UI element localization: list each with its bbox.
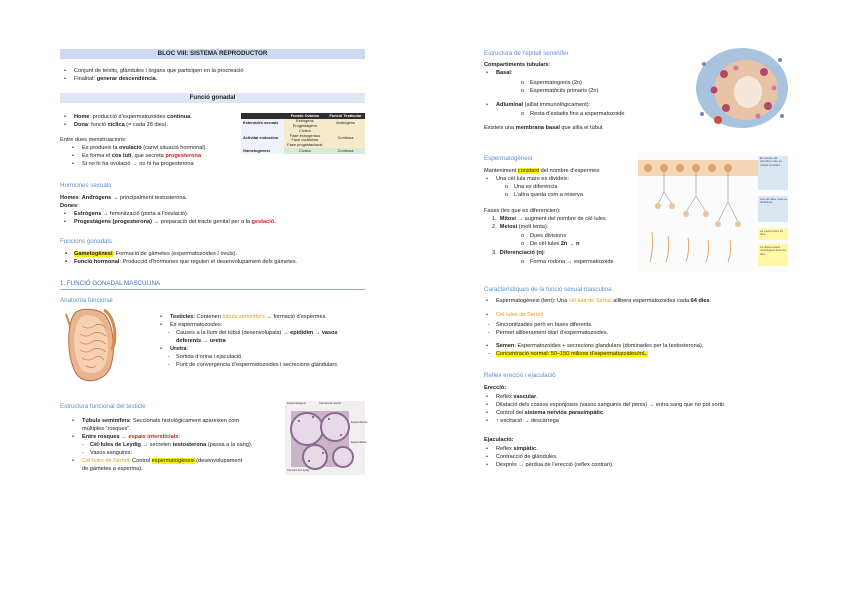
espermatozoides-item: • És espermatozoides: xyxy=(170,322,222,329)
erecio-item-1: • Reflex vascular. xyxy=(496,394,538,401)
diagram-label: La diferenciació morfològica dura 24 dies xyxy=(760,245,786,256)
basal-item: • Basal: xyxy=(496,70,513,77)
gametogenesi-item: ▪ Gametogènesi: Formació de gàmetes (espermatozoides / òvuls). xyxy=(74,251,237,258)
sertoli-item-cont: de gàmetes a esperma). xyxy=(82,466,143,472)
table-cell: Contínua xyxy=(326,148,365,154)
table-header-cell: Funció Ovàrica xyxy=(284,113,326,119)
tubuls-item: • Túbuls seminífers: Seccionats histològicament apareixen com xyxy=(82,418,239,425)
compartiments-label: Compartiments tubulars: xyxy=(484,62,551,68)
tubuls-item-cont: múltiples “rosques”. xyxy=(82,426,131,432)
section-1-heading: 1. FUNCIÓ GONADAL MASCULINA xyxy=(60,280,161,287)
intro-item-1: • Conjunt de teixits, glàndules i òrgans que participen en la procreació xyxy=(74,68,243,75)
causes-item-cont: deferents → uretra xyxy=(176,338,226,344)
histo-label: Espermàtides xyxy=(351,441,367,444)
fase-2-sub-1: o Dues divisions xyxy=(530,233,566,240)
histo-label: Espermatòcits xyxy=(351,421,368,424)
funcio-gonadal-band: Funció gonadal xyxy=(60,93,365,103)
erecio-item-2: • Dilatació dels cossos esponjosos (vasos sanguinis del penis) → entra sang que no pot sortir. xyxy=(496,402,725,409)
fase-3-sub-1: o Forma rodona → espermatozoide xyxy=(530,259,614,266)
histology-image xyxy=(285,401,368,475)
sertoli-item: • Cèl·lules de Sertoli: Control espermatogènesi (desenvolupament xyxy=(82,458,242,465)
diagram-label: La meiosi dura 24 dies xyxy=(760,229,783,237)
mare-sub-1: o Una es diferencia xyxy=(514,184,558,191)
entre-item-1: • Es produeix la ovulació (canvi situació hormonal). xyxy=(82,145,207,152)
fase-1: 1. Mitosi → augment del nombre de cèl·lules xyxy=(492,216,606,222)
testicles-item: • Testicles: Contenen túbuls seminífers → formació d’espermes. xyxy=(170,314,327,321)
hormones-heading: Hormones sexuals xyxy=(60,182,112,189)
uretra-item: • Uretra: xyxy=(170,346,188,353)
histo-label: Espermatogonis xyxy=(287,402,306,405)
leydig-item: - Cèl·lules de Leydig → secreten testosterona (passa a la sang). xyxy=(90,442,252,449)
reflex-heading: Reflex erecció i ejaculació xyxy=(484,372,556,379)
table-row xyxy=(241,119,365,129)
intro-item-2: • Finalitat: generar descendència. xyxy=(74,76,157,83)
espermatogenesi-heading: Espermatogènesi xyxy=(484,155,533,162)
entre-rosques-item: • Entre rosques → espais intersticials: xyxy=(82,434,180,441)
epiteli-heading: Estructura de l’epiteli seminífer xyxy=(484,50,569,57)
table-cell: Contínua xyxy=(326,129,365,148)
ovary-testis-table xyxy=(241,113,365,154)
erecio-item-3: • Control del sistema nerviós parasimpàtic. xyxy=(496,410,605,417)
table-cell: Cíclica Fase estrogènica Fase ovulatòria Fase progestacional xyxy=(284,129,326,148)
uretra-sub-1: - Sortida d’orina i ejaculació. xyxy=(176,354,243,361)
table-cell: Gametogènesi xyxy=(241,148,284,154)
caracteristiques-heading: Característiques de la funció sexual masculina xyxy=(484,286,612,293)
table-cell: Cíclica xyxy=(284,148,326,154)
fases-label: Fases (les que es diferencien): xyxy=(484,208,561,214)
ejac-item-3: • Després → pèrdua de l’erecció (reflex contrari). xyxy=(496,462,614,469)
causes-item: - Causes a la llum del túbul (desenvolupats) → epidídim → vasos xyxy=(176,330,338,337)
erecio-item-4: • ↑ excitació → descàrrega xyxy=(496,418,559,425)
adluminal-item: • Adluminal (aïllat immunològicament): xyxy=(496,102,590,109)
homes-line: Homes: Andrògens → principalment testosterona. xyxy=(60,195,188,201)
histo-label: Cèl·lules de Leydig xyxy=(287,469,310,472)
ejac-item-1: • Reflex simpàtic. xyxy=(496,446,538,453)
sertoli-sub-1: - Sincronitzades però en fases diferents. xyxy=(496,322,593,329)
epithelium-illustration xyxy=(694,44,790,130)
basal-sub-2: o Espermatòcits primaris (2n) xyxy=(530,88,598,95)
funcions-heading: Funcions gonadals xyxy=(60,238,112,245)
funcio-hormonal-item: ▪ Funció hormonal: Producció d’hormones que regulen el desenvolupament dels gàmetes. xyxy=(74,259,297,266)
table-row xyxy=(241,129,365,148)
diagram-label: El nombre de cèl·lules mare es manté constant xyxy=(760,156,782,167)
sertoli-sub-2: - Permet alliberament diari d’espermatozoides. xyxy=(496,330,608,337)
diagram-label: Les cèl·lules mare es divideixen xyxy=(760,197,788,205)
table-row xyxy=(241,148,365,154)
entre-item-2: • Es forma el cos luti, que secreta progesterona xyxy=(82,153,201,160)
erecio-label: Erecció: xyxy=(484,385,507,391)
progestagens-item: • Progestàgens (progesterona) → preparació del tracte genital per a la gestació. xyxy=(74,219,276,226)
entre-item-3: • Si no hi ha ovulació → no hi ha progesterona xyxy=(82,161,194,168)
histo-label: Cèl·lules de Sertoli xyxy=(319,402,341,405)
membrana-line: Existeix una membrana basal que aïlla el túbul. xyxy=(484,125,604,131)
adluminal-sub-1: o Resta d’estadis fins a espermatozoide xyxy=(530,111,625,118)
table-cell: Activitat endocrina xyxy=(241,129,284,148)
manteniment-line: Manteniment constant del nombre d’espermes: xyxy=(484,168,601,174)
spermatogenesis-diagram xyxy=(638,152,788,272)
vasos-item: - Vasos sanguinis. xyxy=(90,450,132,457)
table-cell: Estrògens Progestàgens xyxy=(284,119,326,129)
table-header-cell: Funció Testicular xyxy=(326,113,365,119)
ejac-item-2: • Contracció de glàndules. xyxy=(496,454,558,461)
estrogens-item: • Estrògens → feminització (porta a l’ovulació). xyxy=(74,211,188,218)
espermatogenesi-item: • Espermatogènesi (lent): Una cèl·lula de Sertoli allibera espermatozoides cada 64 dies. xyxy=(496,298,711,305)
section-divider xyxy=(60,289,365,290)
mare-sub-2: o L’altra queda com a reserva xyxy=(514,192,583,199)
fase-3: 3. Diferenciació (n): xyxy=(492,250,546,256)
page-title: BLOC VIII: SISTEMA REPRODUCTOR xyxy=(60,49,365,59)
dones-label: Dones: xyxy=(60,203,79,209)
estructura-heading: Estructura funcional del testicle xyxy=(60,403,146,410)
dona-item: • Dona: funció cíclica (= cada 28 dies). xyxy=(74,122,168,129)
testis-illustration xyxy=(64,306,120,386)
sertoli-heading-item: • Cèl·lules de Sertoli xyxy=(496,312,543,319)
uretra-sub-2: - Punt de convergència d’espermatozoides i secrecions glandulars. xyxy=(176,362,339,369)
mare-item: • Una cèl·lula mare es divideix: xyxy=(496,176,569,183)
anatomia-heading: Anatomia funcional xyxy=(60,297,113,304)
ejaculacio-label: Ejaculació: xyxy=(484,437,514,443)
fase-2-sub-2: o De cèl·lules 2n → n xyxy=(530,241,579,248)
semen-item: • Semen: Espermatozoides + secrecions glandulars (dominades per la testosterona). xyxy=(496,343,703,350)
basal-sub-1: o Espermatogonis (2n) xyxy=(530,80,582,87)
entre-label: Entre dues menstruacions: xyxy=(60,137,127,143)
home-item: • Home: producció d’espermatozoides contínua. xyxy=(74,114,192,121)
concentracio-item: - Concentració normal: 50–150 milions d’espermatozoides/mL. xyxy=(496,351,648,358)
fase-2: 2. Meiosi (molt lenta): xyxy=(492,224,549,230)
table-cell: Andrògens xyxy=(326,119,365,129)
table-cell: Esteroides sexuals xyxy=(241,119,284,129)
